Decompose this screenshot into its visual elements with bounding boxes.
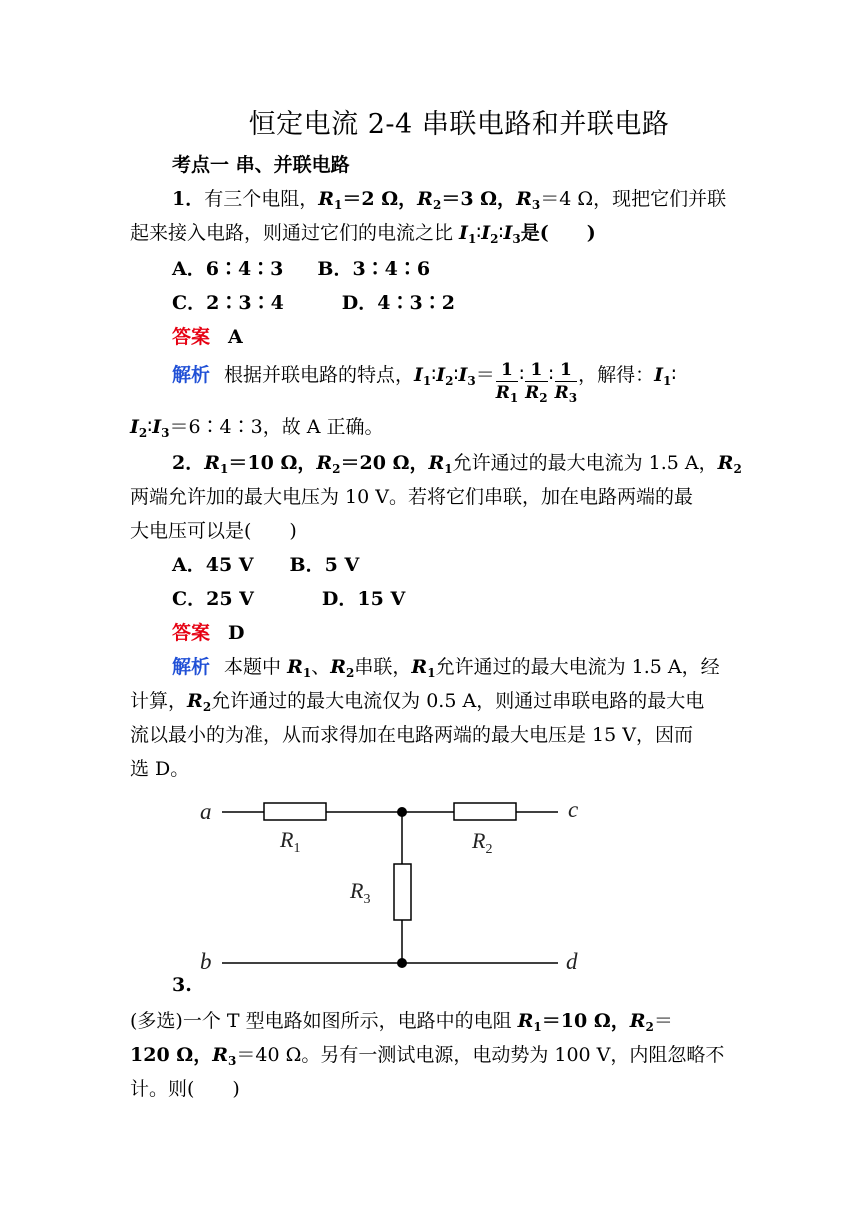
analysis-label: 解析 (172, 364, 211, 386)
q2-answer: 答案 D (172, 622, 245, 644)
q2-line-2: 两端允许加的最大电压为 10 V。若将它们串联，加在电路两端的最 (130, 486, 693, 508)
q2-option-a: A．45 V (172, 554, 254, 576)
q1-answer: 答案 A (172, 326, 243, 348)
label-r1: $R_1$ (280, 827, 301, 856)
junction-bottom (397, 958, 407, 968)
q1-option-d: D．4∶3∶2 (341, 292, 455, 314)
terminal-a: a (200, 799, 212, 824)
q2-line-3: 大电压可以是( ) (130, 520, 297, 542)
q2-option-d: D．15 V (321, 588, 406, 610)
q2-options-row-2 (172, 584, 782, 611)
q2-options-row-1 (172, 550, 782, 577)
resistor-r3 (394, 864, 411, 920)
q1-line-2: 起来接入电路，则通过它们的电流之比 $I_1∶I_2∶I_3$是( ) (130, 222, 596, 246)
terminal-d: d (566, 949, 578, 974)
q2-analysis-line-4: 选 D。 (130, 758, 190, 780)
answer-label: 答案 (172, 326, 211, 348)
q3-number: 3. (172, 974, 192, 996)
q2-analysis-line-3: 流以最小的为准，从而求得加在电路两端的最大电压是 15 V，因而 (130, 724, 693, 746)
q1-options-row-1 (172, 254, 782, 281)
q1-option-c: C．2∶3∶4 (172, 292, 284, 314)
q2-option-b: B．5 V (289, 554, 360, 576)
t-circuit-diagram (186, 790, 606, 990)
answer-label: 答案 (172, 622, 211, 644)
q3-line-3: 计。则( ) (130, 1078, 240, 1100)
q3-line-1: (多选)一个 T 型电路如图所示，电路中的电阻 $R_1=10$ Ω，$R_2=$ (130, 1010, 673, 1034)
q1-options-row-2 (172, 288, 782, 315)
resistor-r1 (264, 803, 326, 820)
junction-top (397, 807, 407, 817)
q1-option-b: B．3∶4∶6 (317, 258, 431, 280)
q3-line-2: 120 Ω，$R_3=40$ Ω。另有一测试电源，电动势为 100 V，内阻忽略不 (130, 1044, 725, 1068)
q2-number: 2． (172, 452, 205, 474)
q1-analysis-line-1: 解析 根据并联电路的特点，$I_1∶I_2∶I_3=$ $\frac{1}{R_1}$ ∶ $\frac{1}{R_2}$ ∶ $\frac{1}{R_3}$ ，解得：$I_1∶$ (172, 360, 677, 405)
resistor-r2 (454, 803, 516, 820)
terminal-b: b (200, 949, 212, 974)
fraction-1-over-r3: $\frac{1}{R_3}$ (554, 360, 578, 405)
page-title: 恒定电流 2-4 串联电路和并联电路 (248, 109, 670, 140)
q2-analysis-line-1: 解析 本题中 $R_1$、$R_2$串联，$R_1$允许通过的最大电流为 1.5 A，经 (172, 656, 720, 680)
section-heading: 考点一 串、并联电路 (172, 154, 350, 176)
q1-line-1: 1．有三个电阻，$R_1=2$ Ω，$R_2=3$ Ω，$R_3=4$ Ω，现把它们并联 (172, 188, 727, 212)
q1-number: 1． (172, 188, 205, 210)
q1-option-a: A．6∶4∶3 (172, 258, 284, 280)
label-r2: $R_2$ (472, 828, 493, 857)
q1-analysis-line-2: $I_2∶I_3=6∶4∶3$，故 A 正确。 (130, 416, 384, 440)
q2-line-1: 2．$R_1=10$ Ω，$R_2=20$ Ω，$R_1$允许通过的最大电流为 1.5 A，$R_2$ (172, 452, 742, 476)
q2-option-c: C．25 V (172, 588, 254, 610)
fraction-1-over-r2: $\frac{1}{R_2}$ (525, 360, 548, 405)
fraction-1-over-r1: $\frac{1}{R_1}$ (495, 360, 519, 405)
q2-analysis-line-2: 计算，$R_2$允许通过的最大电流仅为 0.5 A，则通过串联电路的最大电 (130, 690, 705, 714)
label-r3: $R_3$ (350, 878, 371, 907)
terminal-c: c (568, 797, 579, 822)
analysis-label: 解析 (172, 656, 211, 678)
